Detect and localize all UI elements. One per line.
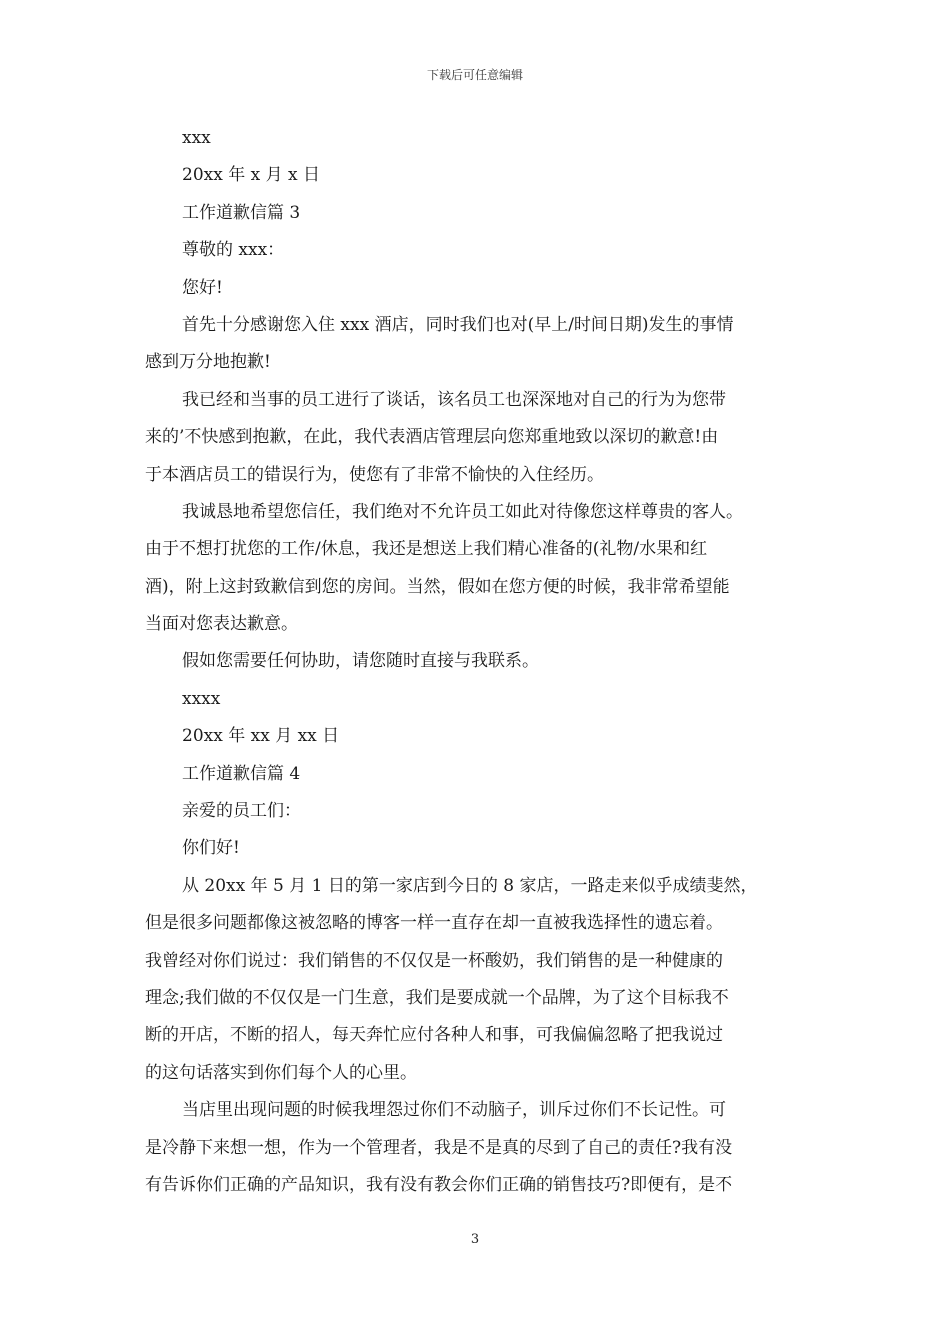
text-line: 但是很多问题都像这被忽略的博客一样一直存在却一直被我选择性的遗忘着。 bbox=[145, 913, 723, 934]
text-line: 您好! bbox=[182, 277, 223, 298]
text-line: 来的’不快感到抱歉，在此，我代表酒店管理层向您郑重地致以深切的歉意!由 bbox=[145, 427, 719, 448]
text-line: 理念;我们做的不仅仅是一门生意，我们是要成就一个品牌，为了这个目标我不 bbox=[145, 987, 729, 1008]
text-line: 亲爱的员工们： bbox=[182, 801, 301, 822]
text-line: 由于不想打扰您的工作/休息，我还是想送上我们精心准备的(礼物/水果和红 bbox=[145, 539, 708, 560]
text-line: 20xx 年 x 月 x 日 bbox=[182, 165, 321, 186]
text-line: xxxx bbox=[182, 688, 221, 709]
text-line: 当面对您表达歉意。 bbox=[145, 614, 298, 635]
text-line: 是冷静下来想一想，作为一个管理者，我是不是真的尽到了自己的责任?我有没 bbox=[145, 1137, 733, 1158]
text-line: 于本酒店员工的错误行为，使您有了非常不愉快的入住经历。 bbox=[145, 464, 604, 485]
text-line: 从 20xx 年 5 月 1 日的第一家店到今日的 8 家店，一路走来似乎成绩斐然， bbox=[182, 875, 758, 896]
text-line: 我已经和当事的员工进行了谈话，该名员工也深深地对自己的行为为您带 bbox=[182, 389, 726, 410]
text-line: 当店里出现问题的时候我埋怨过你们不动脑子，训斥过你们不长记性。可 bbox=[182, 1100, 726, 1121]
text-line: 20xx 年 xx 月 xx 日 bbox=[182, 726, 340, 747]
text-line: xxx bbox=[182, 128, 211, 148]
text-line: 我诚恳地希望您信任，我们绝对不允许员工如此对待像您这样尊贵的客人。 bbox=[182, 501, 743, 522]
page-number: 3 bbox=[470, 1232, 480, 1247]
text-line: 假如您需要任何协助，请您随时直接与我联系。 bbox=[182, 651, 539, 672]
text-line: 有告诉你们正确的产品知识，我有没有教会你们正确的销售技巧?即便有，是不 bbox=[145, 1174, 733, 1195]
text-line: 工作道歉信篇 3 bbox=[182, 202, 301, 223]
text-line: 感到万分地抱歉! bbox=[145, 352, 271, 373]
text-line: 我曾经对你们说过：我们销售的不仅仅是一杯酸奶，我们销售的是一种健康的 bbox=[145, 950, 723, 971]
text-line: 断的开店，不断的招人，每天奔忙应付各种人和事，可我偏偏忽略了把我说过 bbox=[145, 1025, 723, 1046]
text-line: 酒)，附上这封致歉信到您的房间。当然，假如在您方便的时候，我非常希望能 bbox=[145, 576, 730, 597]
text-line: 尊敬的 xxx： bbox=[182, 240, 285, 261]
text-line: 你们好! bbox=[182, 838, 240, 859]
text-line: 的这句话落实到你们每个人的心里。 bbox=[145, 1062, 417, 1083]
text-line: 工作道歉信篇 4 bbox=[182, 763, 301, 784]
text-line: 首先十分感谢您入住 xxx 酒店，同时我们也对(早上/时间日期)发生的事情 bbox=[182, 314, 734, 335]
document-body bbox=[145, 120, 810, 1204]
header-note: 下载后可任意编辑 bbox=[426, 68, 523, 82]
